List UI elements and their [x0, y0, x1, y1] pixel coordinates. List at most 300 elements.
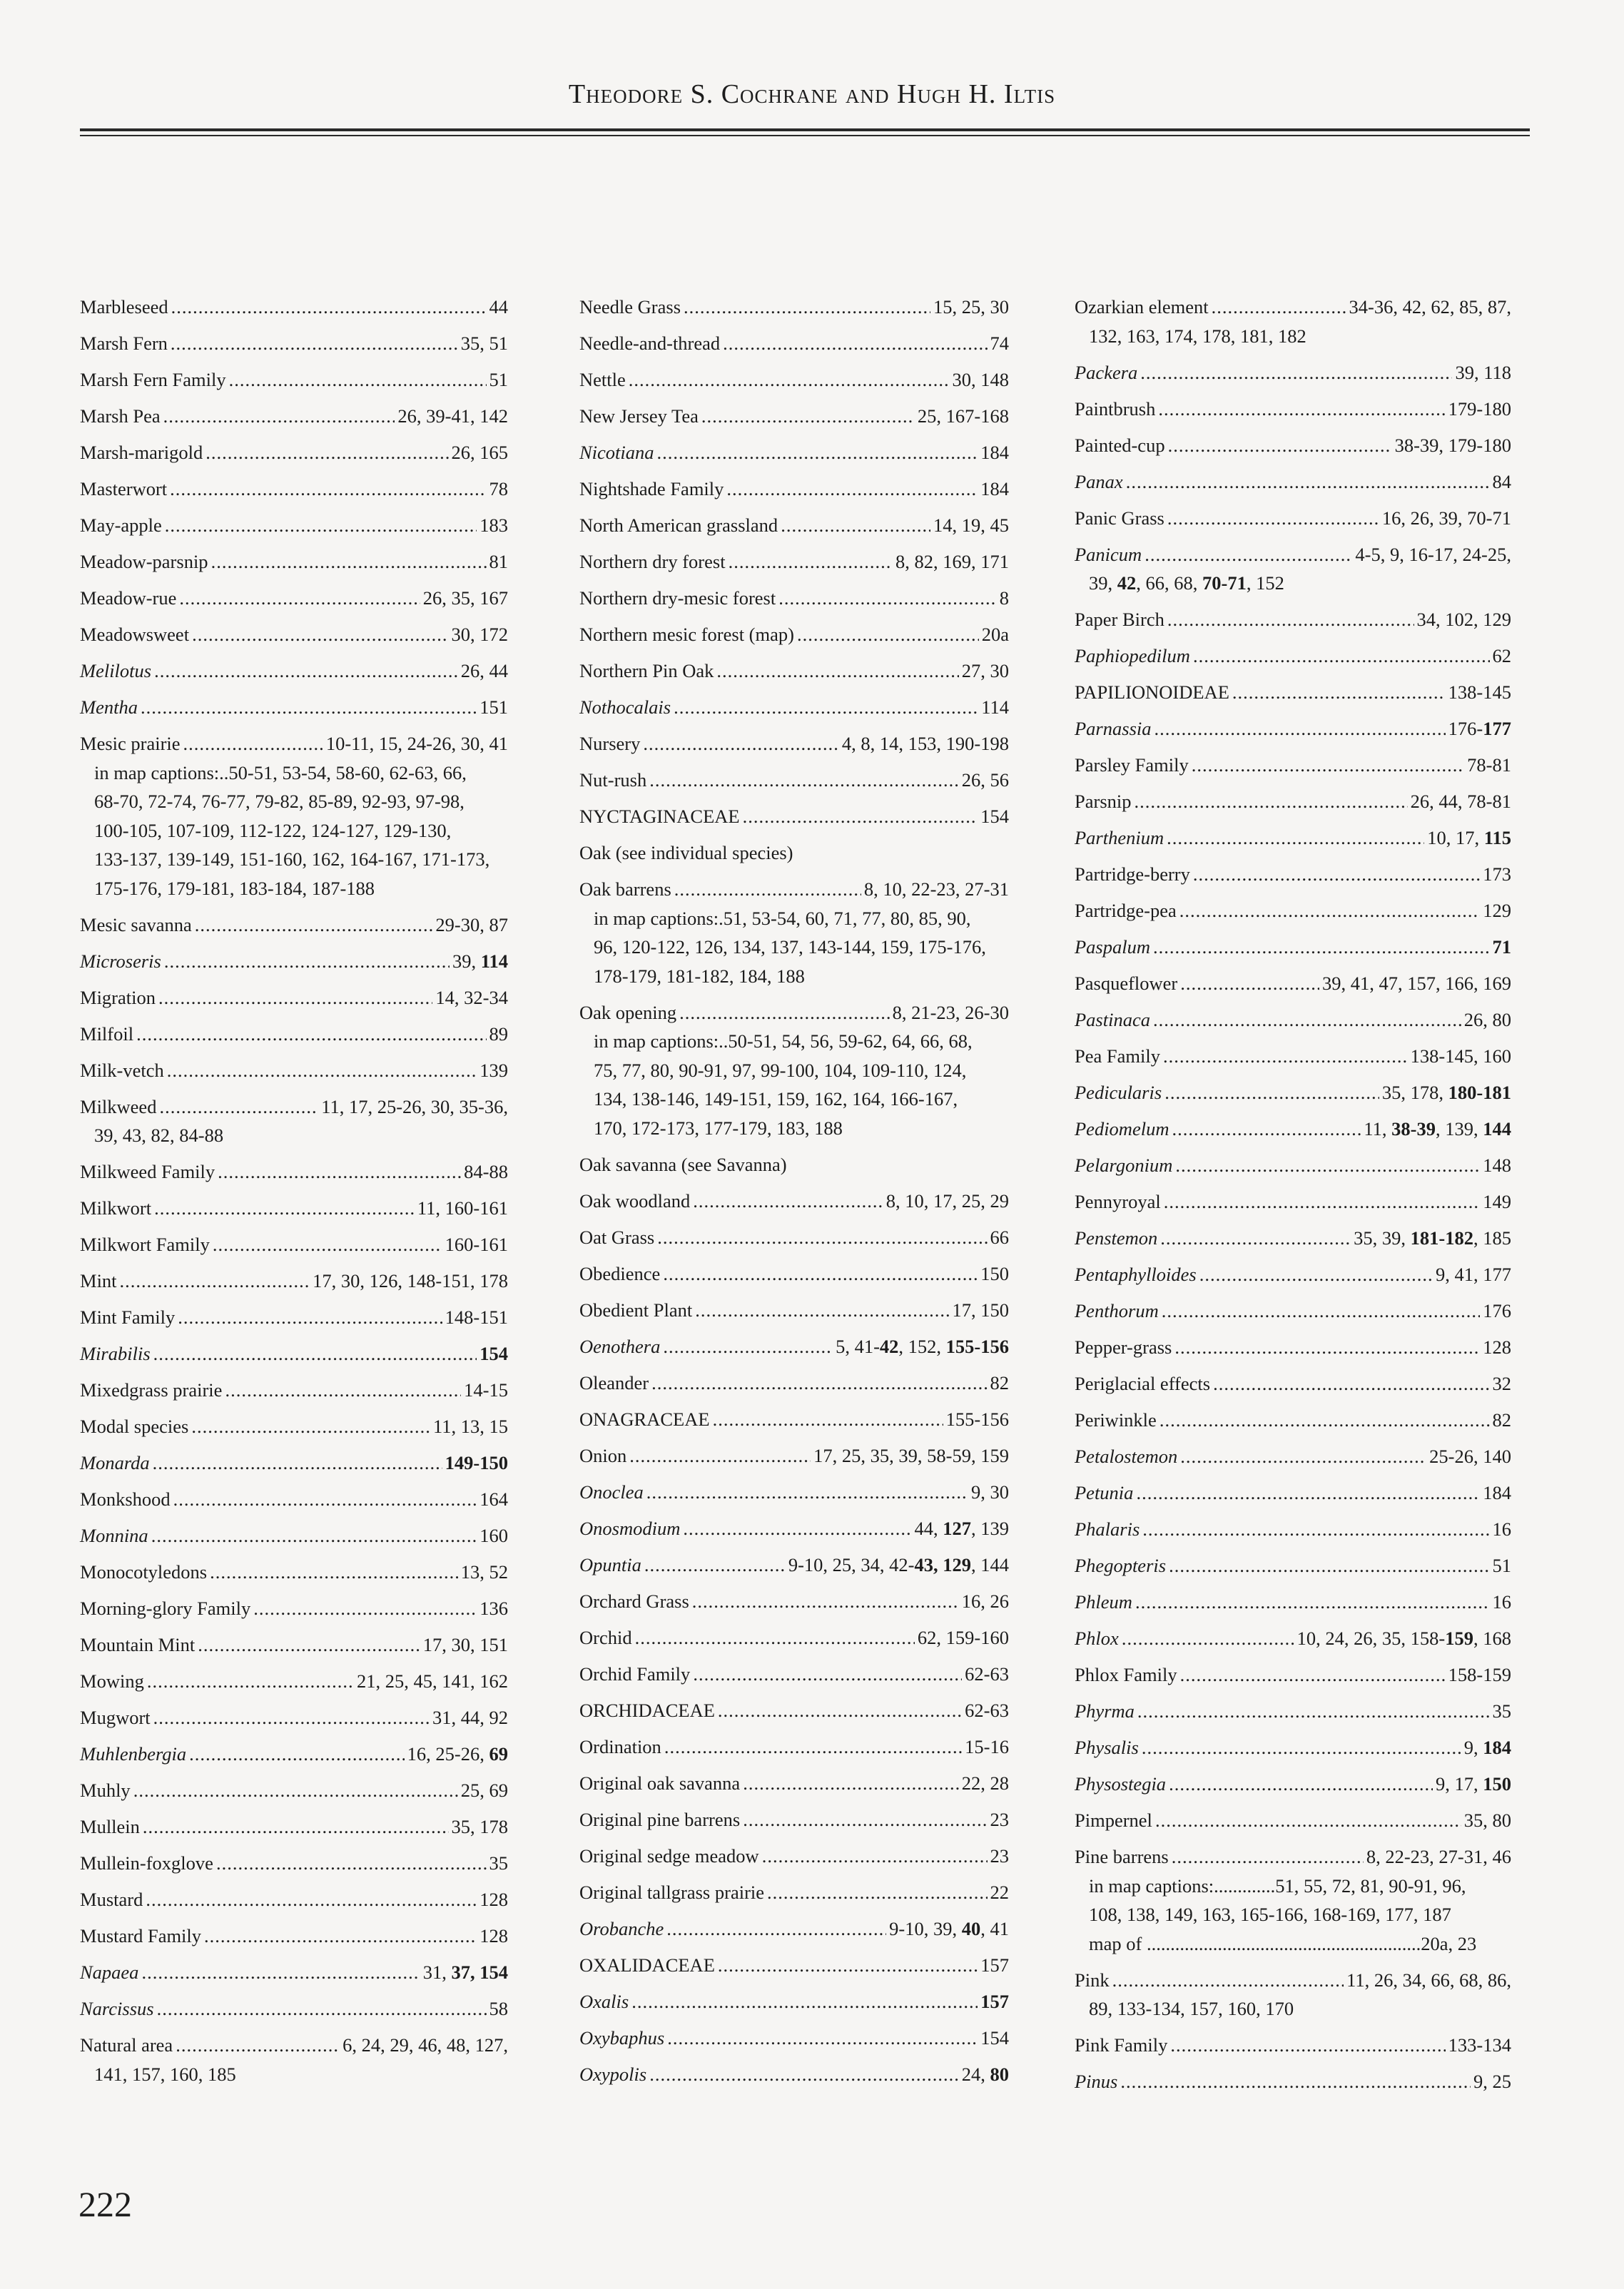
- index-pages: 74: [990, 333, 1009, 354]
- index-column-2: [579, 293, 1009, 2096]
- index-pages: 150: [980, 1262, 1009, 1284]
- index-term: Monnina: [80, 1525, 148, 1546]
- index-term: Original tallgrass prairie: [579, 1881, 765, 1903]
- index-pages: 173: [1483, 863, 1511, 885]
- index-entry: [80, 1485, 508, 1514]
- index-term: Marsh Fern: [80, 333, 168, 354]
- index-entry: [579, 1514, 1009, 1543]
- index-term: Parnassia: [1075, 718, 1152, 739]
- index-term: Nettle: [579, 369, 626, 390]
- dot-leader: [189, 1740, 405, 1769]
- index-pages: 51: [1492, 1555, 1511, 1576]
- dot-leader: [176, 2031, 340, 2060]
- index-term: Partridge-pea: [1075, 900, 1177, 921]
- dot-leader: [211, 547, 487, 577]
- index-entry: [1075, 969, 1511, 998]
- index-entry: [80, 983, 508, 1012]
- index-entry: [579, 766, 1009, 795]
- index-continuation: map of ..........................................................20a, 23: [1089, 1932, 1477, 1954]
- dot-leader: [1158, 395, 1445, 424]
- index-term: Physostegia: [1075, 1773, 1167, 1795]
- index-term: Oat Grass: [579, 1226, 655, 1248]
- index-pages: 35, 178: [451, 1816, 508, 1837]
- dot-leader: [649, 766, 959, 795]
- index-entry: [80, 1703, 508, 1732]
- index-entry: [579, 1769, 1009, 1798]
- index-entry: [80, 1092, 508, 1150]
- index-term: Mesic savanna: [80, 913, 192, 935]
- index-term: Oxypolis: [579, 2063, 647, 2085]
- index-pages: 139: [479, 1059, 508, 1081]
- index-entry: [579, 1223, 1009, 1252]
- dot-leader: [1153, 1005, 1461, 1035]
- index-pages: 155-156: [945, 1408, 1009, 1430]
- dot-leader: [646, 1478, 968, 1507]
- dot-leader: [674, 875, 861, 904]
- index-term: Marsh-marigold: [80, 442, 203, 463]
- index-term: New Jersey Tea: [579, 405, 699, 427]
- index-entry: [579, 474, 1009, 504]
- index-pages: 133-134: [1448, 2034, 1511, 2056]
- index-entry: [579, 998, 1009, 1143]
- index-pages: 148-151: [445, 1306, 508, 1328]
- dot-leader: [767, 1878, 987, 1907]
- dot-leader: [1180, 1442, 1426, 1471]
- index-entry: [1075, 1624, 1511, 1653]
- index-term: Panic Grass: [1075, 507, 1164, 529]
- index-entry: [579, 1878, 1009, 1907]
- dot-leader: [649, 2060, 959, 2089]
- dot-leader: [1172, 1842, 1364, 1872]
- index-pages: 32: [1492, 1373, 1511, 1394]
- index-pages: 84-88: [464, 1161, 508, 1182]
- index-term: Monkshood: [80, 1488, 171, 1510]
- index-entry: [80, 1812, 508, 1842]
- index-pages: 78: [489, 478, 508, 499]
- index-pages: 14, 19, 45: [933, 514, 1009, 536]
- index-entry: [579, 1987, 1009, 2016]
- index-entry: [579, 1187, 1009, 1216]
- index-entry: [579, 1296, 1009, 1325]
- index-pages: 9, 17, 150: [1436, 1773, 1511, 1795]
- index-entry: [1075, 1369, 1511, 1399]
- dot-leader: [1180, 969, 1319, 998]
- index-term: Pepper-grass: [1075, 1336, 1172, 1358]
- index-entry: [579, 329, 1009, 358]
- index-continuation: 141, 157, 160, 185: [94, 2063, 236, 2085]
- index-entry: [1075, 1966, 1511, 2024]
- index-entry: [1075, 431, 1511, 460]
- index-term: Melilotus: [80, 660, 152, 681]
- index-entry: [1075, 2067, 1511, 2096]
- dot-leader: [1155, 1806, 1461, 1835]
- dot-leader: [147, 1667, 354, 1696]
- index-entry: [80, 1157, 508, 1187]
- index-term: Opuntia: [579, 1553, 641, 1575]
- index-entry: [80, 1667, 508, 1696]
- index-pages: 29-30, 87: [435, 913, 508, 935]
- index-term: Original sedge meadow: [579, 1844, 759, 1867]
- index-term: Phlox: [1075, 1628, 1119, 1649]
- index-term: Phleum: [1075, 1591, 1132, 1613]
- index-pages: 31, 44, 92: [432, 1707, 508, 1728]
- dot-leader: [1175, 1151, 1480, 1180]
- index-entry: [579, 1805, 1009, 1834]
- dot-leader: [1162, 1296, 1480, 1326]
- index-pages: 160: [479, 1525, 508, 1546]
- index-term: Milkweed: [80, 1095, 157, 1117]
- dot-leader: [1193, 860, 1480, 889]
- index-pages: 15-16: [965, 1735, 1009, 1757]
- index-continuation: 170, 172-173, 177-179, 183, 188: [594, 1117, 843, 1139]
- index-term: Panicum: [1075, 543, 1142, 565]
- dot-leader: [663, 1332, 833, 1361]
- index-pages: 35: [489, 1852, 508, 1874]
- dot-leader: [154, 1194, 415, 1223]
- index-term: Mustard Family: [80, 1925, 202, 1947]
- index-term: Mint Family: [80, 1306, 176, 1328]
- index-term: Pink: [1075, 1969, 1110, 1991]
- dot-leader: [153, 1448, 442, 1478]
- index-continuation: 175-176, 179-181, 183-184, 187-188: [94, 877, 375, 899]
- dot-leader: [159, 1092, 318, 1122]
- dot-leader: [141, 693, 477, 722]
- index-entry: [1075, 605, 1511, 634]
- index-continuation: 39, 43, 82, 84-88: [94, 1125, 224, 1146]
- index-entry: [1075, 1660, 1511, 1690]
- index-pages: 128: [479, 1889, 508, 1910]
- dot-leader: [1135, 1588, 1490, 1617]
- dot-leader: [683, 1514, 911, 1543]
- index-term: Milkwort: [80, 1197, 152, 1219]
- index-term: Onoclea: [579, 1481, 644, 1503]
- index-term: Pelargonium: [1075, 1154, 1173, 1176]
- index-pages: 8: [999, 587, 1009, 609]
- dot-leader: [253, 1594, 477, 1623]
- index-term: Modal species: [80, 1416, 189, 1437]
- index-term: Pentaphylloides: [1075, 1264, 1197, 1285]
- index-pages: 26, 165: [451, 442, 508, 463]
- index-term: Painted-cup: [1075, 434, 1165, 456]
- index-pages: 10, 24, 26, 35, 158-159, 168: [1296, 1628, 1511, 1649]
- dot-leader: [173, 1485, 477, 1514]
- dot-leader: [141, 1958, 420, 1987]
- index-term: ONAGRACEAE: [579, 1408, 710, 1430]
- dot-leader: [1169, 1770, 1433, 1799]
- index-column-3: [1075, 293, 1511, 2103]
- index-entry: [1075, 395, 1511, 424]
- dot-leader: [695, 1296, 949, 1325]
- index-pages: 84: [1492, 470, 1511, 492]
- index-pages: 15, 25, 30: [933, 296, 1009, 318]
- index-pages: 8, 10, 17, 25, 29: [885, 1189, 1009, 1212]
- dot-leader: [1192, 751, 1464, 780]
- index-continuation: 132, 163, 174, 178, 181, 182: [1089, 325, 1306, 347]
- index-term: Pastinaca: [1075, 1009, 1150, 1030]
- index-entry: [1075, 1515, 1511, 1544]
- dot-leader: [743, 1769, 959, 1798]
- index-term: Marsh Fern Family: [80, 369, 226, 390]
- index-entry: [579, 365, 1009, 395]
- index-term: Oxalis: [579, 1990, 629, 2012]
- index-pages: 62, 159-160: [917, 1626, 1009, 1648]
- index-term: Mint: [80, 1270, 117, 1291]
- index-pages: 23: [990, 1808, 1009, 1830]
- index-term: Muhly: [80, 1780, 131, 1801]
- index-pages: 9-10, 25, 34, 42-43, 129, 144: [788, 1553, 1009, 1575]
- index-term: Pediomelum: [1075, 1118, 1169, 1140]
- dot-leader: [191, 1412, 430, 1441]
- index-term: Mirabilis: [80, 1343, 151, 1364]
- dot-leader: [1172, 1115, 1361, 1144]
- index-pages: 184: [980, 442, 1009, 463]
- index-pages: 5, 41-42, 152, 155-156: [836, 1335, 1009, 1357]
- dot-leader: [718, 1696, 962, 1725]
- dot-leader: [143, 1812, 449, 1842]
- index-pages: 26, 35, 167: [422, 587, 508, 609]
- dot-leader: [781, 511, 930, 540]
- index-pages: 25, 167-168: [917, 405, 1009, 427]
- dot-leader: [1213, 1369, 1489, 1399]
- index-term: Obedience: [579, 1262, 661, 1284]
- index-term: Napaea: [80, 1961, 139, 1983]
- index-entry: [1075, 1442, 1511, 1471]
- index-entry: [1075, 896, 1511, 925]
- index-term: Periglacial effects: [1075, 1373, 1211, 1394]
- index-term: Milk-vetch: [80, 1059, 164, 1081]
- index-entry: [579, 1369, 1009, 1398]
- index-term: Monarda: [80, 1452, 150, 1473]
- index-entry: [579, 1405, 1009, 1434]
- index-entry: [579, 1587, 1009, 1616]
- index-pages: 26, 56: [961, 769, 1009, 791]
- index-entry: [1075, 1333, 1511, 1362]
- index-entry: [579, 1696, 1009, 1725]
- index-entry: [80, 1922, 508, 1951]
- index-term: Northern mesic forest (map): [579, 624, 794, 645]
- index-entry: [579, 1842, 1009, 1871]
- running-header: Theodore S. Cochrane and Hugh H. Iltis: [568, 79, 1056, 109]
- index-continuation: 75, 77, 80, 90-91, 97, 99-100, 104, 109-110, 124,: [594, 1059, 967, 1081]
- index-entry: [80, 1958, 508, 1987]
- index-term: Physalis: [1075, 1737, 1139, 1758]
- dot-leader: [146, 1885, 477, 1914]
- index-term: Monocotyledons: [80, 1561, 208, 1583]
- index-term: Mustard: [80, 1889, 143, 1910]
- index-pages: 4, 8, 14, 153, 190-198: [841, 733, 1009, 754]
- dot-leader: [225, 1376, 461, 1405]
- index-pages: 9-10, 39, 40, 41: [889, 1917, 1009, 1939]
- index-entry: [579, 2024, 1009, 2053]
- index-entry: [80, 1267, 508, 1296]
- dot-leader: [1126, 467, 1490, 497]
- dot-leader: [729, 547, 893, 577]
- index-term: Orchid Family: [579, 1663, 691, 1685]
- dot-leader: [1153, 933, 1490, 962]
- index-entry: [1075, 1478, 1511, 1508]
- index-term: May-apple: [80, 514, 162, 536]
- index-pages: 27, 30: [961, 660, 1009, 681]
- index-column-1: [80, 293, 508, 2096]
- index-term: Microseris: [80, 950, 161, 972]
- dot-leader: [713, 1405, 943, 1434]
- index-entry: [1075, 467, 1511, 497]
- index-term: Mugwort: [80, 1707, 151, 1728]
- index-entry: [80, 2031, 508, 2088]
- dot-leader: [1159, 1406, 1490, 1435]
- index-term: Periwinkle: [1075, 1409, 1157, 1431]
- index-entry: [1075, 293, 1511, 350]
- index-entry: [80, 547, 508, 577]
- index-entry: [579, 1550, 1009, 1580]
- index-term: Oenothera: [579, 1335, 661, 1357]
- index-entry: [80, 1056, 508, 1085]
- index-pages: 129: [1483, 900, 1511, 921]
- index-pages: 23: [990, 1844, 1009, 1867]
- index-pages: 25, 69: [460, 1780, 508, 1801]
- index-pages: 16, 26, 39, 70-71: [1381, 507, 1511, 529]
- dot-leader: [701, 402, 915, 431]
- index-entry: [80, 1339, 508, 1369]
- dot-leader: [1142, 1515, 1489, 1544]
- dot-leader: [726, 474, 978, 504]
- dot-leader: [1136, 1478, 1480, 1508]
- index-entry: [1075, 1078, 1511, 1107]
- index-term: Nightshade Family: [579, 478, 724, 499]
- dot-leader: [667, 2024, 978, 2053]
- index-pages: 82: [990, 1371, 1009, 1394]
- index-pages: 138-145, 160: [1410, 1045, 1511, 1067]
- dot-leader: [663, 1259, 978, 1289]
- index-pages: 35: [1492, 1700, 1511, 1722]
- index-pages: 21, 25, 45, 141, 162: [357, 1670, 508, 1692]
- dot-leader: [1140, 358, 1452, 387]
- dot-leader: [664, 1732, 962, 1762]
- dot-leader: [151, 1521, 477, 1550]
- index-entry: [579, 584, 1009, 613]
- index-pages: 10, 17, 115: [1427, 827, 1511, 848]
- index-pages: 176-177: [1448, 718, 1511, 739]
- index-entry: [80, 1740, 508, 1769]
- index-pages: 82: [1492, 1409, 1511, 1431]
- index-entry: [80, 947, 508, 976]
- index-pages: 30, 148: [952, 369, 1009, 390]
- index-term: Nut-rush: [579, 769, 647, 791]
- index-entry: [1075, 1005, 1511, 1035]
- index-term: Marbleseed: [80, 296, 168, 318]
- index-term: Nursery: [579, 733, 641, 754]
- index-pages: 44: [489, 296, 508, 318]
- index-pages: 26, 80: [1463, 1009, 1511, 1030]
- index-entry: [579, 802, 1009, 831]
- dot-leader: [183, 729, 323, 758]
- header-rule-thick: [80, 128, 1530, 131]
- index-pages: 11, 13, 15: [432, 1416, 508, 1437]
- index-entry: [1075, 1187, 1511, 1217]
- index-term: Milkweed Family: [80, 1161, 215, 1182]
- index-continuation: in map captions:..50-51, 53-54, 58-60, 62-63, 66,: [94, 761, 467, 783]
- index-term: Parthenium: [1075, 827, 1164, 848]
- dot-leader: [1122, 1624, 1294, 1653]
- dot-leader: [154, 656, 458, 686]
- index-pages: 17, 150: [952, 1299, 1009, 1321]
- index-entry: [579, 402, 1009, 431]
- index-term: OXALIDACEAE: [579, 1954, 715, 1976]
- dot-leader: [133, 1776, 458, 1805]
- index-term: Phyrma: [1075, 1700, 1135, 1722]
- index-entry: [1075, 1806, 1511, 1835]
- index-term: Onosmodium: [579, 1517, 681, 1539]
- index-pages: 6, 24, 29, 46, 48, 127,: [342, 2034, 508, 2056]
- index-entry: [1075, 714, 1511, 743]
- index-entry: [80, 1448, 508, 1478]
- index-entry: [1075, 823, 1511, 853]
- dot-leader: [762, 1842, 988, 1871]
- index-entry: [579, 1914, 1009, 1944]
- index-pages: 8, 21-23, 26-30: [892, 1001, 1009, 1023]
- index-entry: [579, 875, 1009, 990]
- index-pages: 9, 184: [1463, 1737, 1511, 1758]
- index-pages: 154: [980, 806, 1009, 827]
- index-pages: 164: [479, 1488, 508, 1510]
- index-entry: [80, 1376, 508, 1405]
- index-entry: [80, 402, 508, 431]
- index-entry: [1075, 1115, 1511, 1144]
- index-entry: [80, 1412, 508, 1441]
- index-pages: 158-159: [1448, 1664, 1511, 1685]
- index-term: Needle Grass: [579, 296, 681, 318]
- dot-leader: [171, 329, 458, 358]
- index-term: Mixedgrass prairie: [80, 1379, 223, 1401]
- index-term: Nicotiana: [579, 442, 654, 463]
- index-term: Original pine barrens: [579, 1808, 741, 1830]
- index-pages: 10-11, 15, 24-26, 30, 41: [325, 733, 508, 754]
- index-term: Petunia: [1075, 1482, 1134, 1503]
- index-entry: [579, 1441, 1009, 1471]
- index-entry: [579, 1951, 1009, 1980]
- dot-leader: [1142, 1733, 1461, 1762]
- index-continuation: 68-70, 72-74, 76-77, 79-82, 85-89, 92-93, 97-98,: [94, 791, 465, 812]
- dot-leader: [651, 1369, 987, 1398]
- index-term: Obedient Plant: [579, 1299, 693, 1321]
- dot-leader: [743, 1805, 987, 1834]
- dot-leader: [1174, 1333, 1480, 1362]
- dot-leader: [192, 620, 448, 649]
- dot-leader: [164, 947, 450, 976]
- index-continuation: 100-105, 107-109, 112-122, 124-127, 129-130,: [94, 819, 452, 841]
- index-pages: 151: [479, 696, 508, 718]
- index-entry: [80, 1630, 508, 1660]
- index-term: Nothocalais: [579, 696, 671, 718]
- index-entry: [579, 620, 1009, 649]
- index-entry: [80, 511, 508, 540]
- dot-leader: [179, 584, 420, 613]
- index-entry: [1075, 1842, 1511, 1958]
- dot-leader: [1164, 1187, 1481, 1217]
- index-pages: 22: [990, 1881, 1009, 1903]
- index-term: Milkwort Family: [80, 1234, 210, 1255]
- dot-leader: [1112, 1966, 1344, 1995]
- index-pages: 89: [489, 1022, 508, 1045]
- index-entry: [80, 1230, 508, 1259]
- index-entry: [579, 729, 1009, 758]
- index-entry: [579, 693, 1009, 722]
- index-pages: 184: [980, 478, 1009, 499]
- index-pages: 14, 32-34: [435, 986, 508, 1008]
- index-pages: 136: [479, 1598, 508, 1619]
- index-entry: [1075, 1406, 1511, 1435]
- index-term: Migration: [80, 986, 156, 1008]
